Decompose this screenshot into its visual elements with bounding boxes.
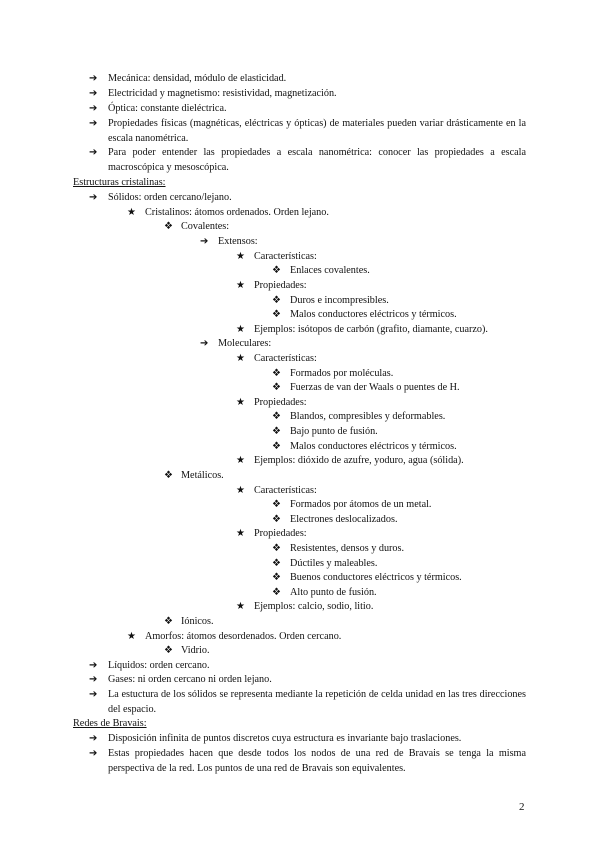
list-item: Sólidos: orden cercano/lejano.: [108, 192, 232, 203]
arrow-icon: ➔: [89, 73, 98, 84]
diamond-icon: ❖: [272, 514, 282, 525]
list-item: Ejemplos: dióxido de azufre, yoduro, agua (sólida).: [254, 455, 464, 466]
list-item: Resistentes, densos y duros.: [290, 543, 405, 554]
star-icon: ★: [236, 601, 246, 612]
diamond-icon: ❖: [164, 470, 174, 481]
list-item: Buenos conductores eléctricos y térmicos.: [290, 572, 462, 583]
list-item: Gases: ni orden cercano ni orden lejano.: [108, 674, 272, 685]
arrow-icon: ➔: [89, 147, 98, 158]
diamond-icon: ❖: [272, 572, 282, 583]
diamond-icon: ❖: [272, 382, 282, 393]
list-item: Propiedades:: [254, 397, 307, 408]
list-item: Extensos:: [218, 236, 258, 247]
star-icon: ★: [236, 280, 246, 291]
list-item: Enlaces covalentes.: [290, 265, 370, 276]
list-item: Fuerzas de van der Waals o puentes de H.: [290, 382, 460, 393]
list-item: Vidrio.: [181, 645, 210, 656]
intro-item: Óptica: constante dieléctrica.: [108, 103, 227, 114]
list-item: La estuctura de los sólidos se representa mediante la repetición de celda unidad en las tres direcciones del espacio.: [108, 689, 526, 715]
star-icon: ★: [127, 631, 137, 642]
list-item: Líquidos: orden cercano.: [108, 660, 210, 671]
arrow-icon: ➔: [89, 689, 98, 700]
arrow-icon: ➔: [89, 748, 98, 759]
diamond-icon: ❖: [272, 368, 282, 379]
star-icon: ★: [236, 528, 246, 539]
list-item: Covalentes:: [181, 221, 230, 232]
list-item: Propiedades:: [254, 528, 307, 539]
page-number: 2: [519, 801, 525, 813]
diamond-icon: ❖: [164, 616, 174, 627]
diamond-icon: ❖: [272, 499, 282, 510]
list-item: Alto punto de fusión.: [290, 587, 377, 598]
list-item: Dúctiles y maleables.: [290, 558, 378, 569]
star-icon: ★: [236, 251, 246, 262]
list-item: Ejemplos: calcio, sodio, litio.: [254, 601, 374, 612]
list-item: Malos conductores eléctricos y térmicos.: [290, 441, 457, 452]
list-item: Características:: [254, 353, 317, 364]
list-item: Bajo punto de fusión.: [290, 426, 378, 437]
diamond-icon: ❖: [272, 295, 282, 306]
diamond-icon: ❖: [272, 411, 282, 422]
star-icon: ★: [236, 485, 246, 496]
arrow-icon: ➔: [89, 733, 98, 744]
list-item: Electrones deslocalizados.: [290, 514, 398, 525]
arrow-icon: ➔: [89, 192, 98, 203]
list-item: Características:: [254, 485, 317, 496]
section-heading-estructuras: Estructuras cristalinas:: [73, 177, 166, 188]
arrow-icon: ➔: [89, 88, 98, 99]
diamond-icon: ❖: [272, 265, 282, 276]
list-item: Disposición infinita de puntos discretos cuya estructura es invariante bajo traslaciones.: [108, 733, 462, 744]
list-item: Características:: [254, 251, 317, 262]
intro-item: Electricidad y magnetismo: resistividad, magnetización.: [108, 88, 337, 99]
diamond-icon: ❖: [272, 309, 282, 320]
diamond-icon: ❖: [272, 558, 282, 569]
diamond-icon: ❖: [272, 441, 282, 452]
list-item: Moleculares:: [218, 338, 272, 349]
arrow-icon: ➔: [89, 660, 98, 671]
diamond-icon: ❖: [272, 587, 282, 598]
list-item: Formados por moléculas.: [290, 368, 394, 379]
list-item: Ejemplos: isótopos de carbón (grafito, diamante, cuarzo).: [254, 324, 488, 335]
intro-item: Mecánica: densidad, módulo de elasticidad.: [108, 73, 287, 84]
arrow-icon: ➔: [89, 118, 98, 129]
section-heading-bravais: Redes de Bravais:: [73, 718, 147, 729]
list-item: Formados por átomos de un metal.: [290, 499, 432, 510]
star-icon: ★: [236, 353, 246, 364]
list-item: Propiedades:: [254, 280, 307, 291]
intro-item: Para poder entender las propiedades a escala nanométrica: conocer las propiedades a escala macroscópica y mesoscópica.: [108, 147, 526, 173]
arrow-icon: ➔: [89, 674, 98, 685]
diamond-icon: ❖: [164, 645, 174, 656]
star-icon: ★: [127, 207, 137, 218]
diamond-icon: ❖: [272, 543, 282, 554]
list-item: Duros e incompresibles.: [290, 295, 389, 306]
list-item: Cristalinos: átomos ordenados. Orden lejano.: [145, 207, 329, 218]
list-item: Amorfos: átomos desordenados. Orden cercano.: [145, 631, 342, 642]
arrow-icon: ➔: [89, 103, 98, 114]
star-icon: ★: [236, 397, 246, 408]
list-item: Malos conductores eléctricos y térmicos.: [290, 309, 457, 320]
list-item: Metálicos.: [181, 470, 224, 481]
arrow-icon: ➔: [200, 236, 209, 247]
diamond-icon: ❖: [272, 426, 282, 437]
star-icon: ★: [236, 455, 246, 466]
list-item: Iónicos.: [181, 616, 214, 627]
arrow-icon: ➔: [200, 338, 209, 349]
list-item: Estas propiedades hacen que desde todos los nodos de una red de Bravais se tenga la misma perspectiva de la red. Los puntos de una red de Bravais son equivalentes.: [108, 748, 526, 774]
star-icon: ★: [236, 324, 246, 335]
list-item: Blandos, compresibles y deformables.: [290, 411, 446, 422]
diamond-icon: ❖: [164, 221, 174, 232]
intro-item: Propiedades físicas (magnéticas, eléctricas y ópticas) de materiales pueden variar drásticamente en la escala nanométrica.: [108, 118, 526, 144]
